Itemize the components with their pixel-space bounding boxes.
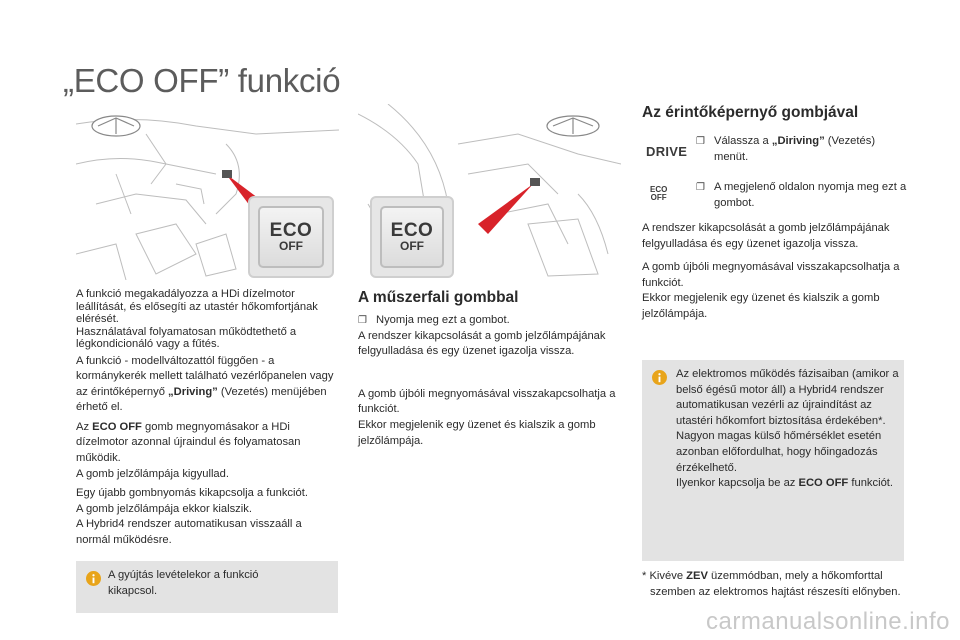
info-icon xyxy=(86,571,101,586)
bullet-marker-icon: ❐ xyxy=(696,182,705,193)
availability-paragraph: A funkció - modellváltozattól függően - a kormánykerék mellett található vezérlőpanelen vagy az érintőképernyő „Driving” (Vezetés) menüjében érhető el. xyxy=(76,354,334,414)
eco-button-label: ECO xyxy=(269,219,313,241)
middle-confirm-text: A rendszer kikapcsolását a gomb jelzőlámpájának felgyulladása és egy üzenet igazolja vissza. xyxy=(358,329,606,358)
bullet-marker-icon: ❐ xyxy=(358,315,367,326)
off-button-label: OFF xyxy=(279,238,303,253)
hybrid-normal-text: A Hybrid4 rendszer automatikusan visszaáll a normál működésre. xyxy=(76,518,302,547)
middle-message-text: Ekkor megjelenik egy üzenet és kialszik a gomb jelzőlámpája. xyxy=(358,418,596,447)
eco-off-name: ECO OFF xyxy=(92,420,142,433)
right-bullet-2: ❐ A megjelenő oldalon nyomja meg ezt a gombot. xyxy=(696,180,908,211)
watermark: carmanualsonline.info xyxy=(706,608,950,635)
bullet-marker-icon: ❐ xyxy=(696,136,705,147)
press-button-text: Nyomja meg ezt a gombot. xyxy=(376,314,510,326)
press-paragraph: Az ECO OFF gomb megnyomásakor a HDi dízelmotor azonnal újraindul és folyamatosan működik. xyxy=(76,420,301,465)
right-heading: Az érintőképernyő gombjával xyxy=(642,104,859,121)
right-confirm-text: A rendszer kikapcsolását a gomb jelzőlámpájának felgyulladása és egy üzenet igazolja vissza. xyxy=(642,222,890,250)
driving-menu-name: „Driving” xyxy=(168,385,218,398)
dashboard-illustration-middle xyxy=(358,104,621,280)
off-button-label: OFF xyxy=(400,238,424,253)
right-column-text xyxy=(642,221,904,323)
diriving-menu-name: „Diriving” xyxy=(771,135,825,147)
zev-mode-name: ZEV xyxy=(686,570,708,582)
info-hybrid-enable: Ilyenkor kapcsolja be az ECO OFF funkciót. xyxy=(676,477,894,490)
middle-heading: A műszerfali gombbal xyxy=(358,289,519,306)
info-hybrid-temperature: Nagyon magas külső hőmérséklet esetén azonban előfordulhat, hogy hőingadozás érzékelhető. xyxy=(676,430,882,474)
eco-off-touch-icon: ECO OFF xyxy=(650,185,668,202)
page-title: „ECO OFF” funkció xyxy=(63,62,341,99)
left-column-text xyxy=(76,288,338,549)
drive-menu-icon: DRIVE xyxy=(646,144,688,159)
usage-paragraph: Használatával folyamatosan működtethető a légkondicionáló vagy a fűtés. xyxy=(76,325,297,350)
middle-bullet xyxy=(358,313,620,329)
middle-column-text xyxy=(358,313,620,449)
lamp-on-text: A gomb jelzőlámpája kigyullad. xyxy=(76,467,229,480)
info-box-ignition xyxy=(76,561,338,613)
info-hybrid-restart: Az elektromos működés fázisaiban (amikor a belső égésű motor áll) a Hybrid4 rendszer automatikusan vezérli az újraindítást az utastéri hőkomfort biztosítása érdekében*. xyxy=(676,368,899,427)
info-ignition-text: A gyújtás levételekor a funkció kikapcsol. xyxy=(108,569,259,597)
eco-off-button-closeup-middle xyxy=(370,196,454,278)
right-message-text: Ekkor megjelenik egy üzenet és kialszik a gomb jelzőlámpája. xyxy=(642,292,880,320)
footnote: * Kivéve ZEV üzemmódban, mely a hőkomforttal szemben az elektromos hajtást részesíti előnyben. xyxy=(642,570,901,598)
lamp-off-text: A gomb jelzőlámpája ekkor kialszik. xyxy=(76,502,252,515)
right-bullet-1: ❐ Válassza a „Diriving” (Vezetés) menüt. xyxy=(696,134,906,165)
dashboard-illustration-left xyxy=(76,104,339,280)
middle-reenable-text: A gomb újbóli megnyomásával visszakapcsolhatja a funkciót. xyxy=(358,387,616,416)
press-again-text: Egy újabb gombnyomás kikapcsolja a funkciót. xyxy=(76,487,308,500)
eco-button-label: ECO xyxy=(390,219,434,241)
info-box-hybrid xyxy=(642,360,904,561)
eco-off-button-closeup-left xyxy=(248,196,334,278)
eco-off-name: ECO OFF xyxy=(798,477,849,490)
info-hybrid-text xyxy=(676,367,900,492)
right-reenable-text: A gomb újbóli megnyomásával visszakapcsolhatja a funkciót. xyxy=(642,261,900,289)
info-icon xyxy=(652,370,667,385)
intro-paragraph: A funkció megakadályozza a HDi dízelmotor leállítását, és elősegíti az utastér hőkomfortjának elérését. xyxy=(76,288,318,325)
